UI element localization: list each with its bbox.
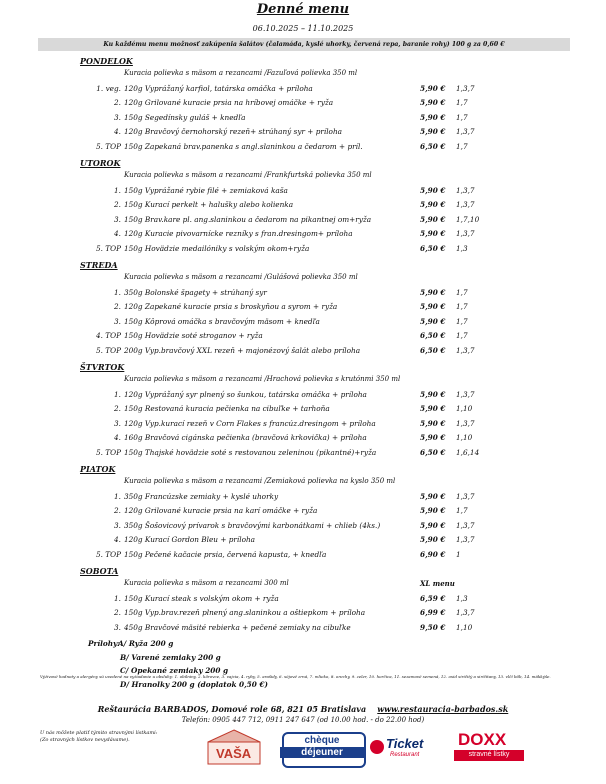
- item-price: 6,90 €: [420, 549, 446, 559]
- restaurant-name: Reštaurácia BARBADOS,: [97, 704, 209, 714]
- item-allergens: 1,3,7: [456, 186, 475, 195]
- soup-line: Kuracia polievka s mäsom a rezancami /Gulášová polievka 350 ml: [124, 273, 358, 281]
- menu-item: [0, 302, 606, 316]
- item-allergens: 1,7: [456, 302, 468, 312]
- item-number: 5. TOP: [95, 141, 121, 151]
- menu-item: [0, 390, 606, 404]
- page-title: Denné menu: [256, 2, 350, 17]
- item-dish: 150g Zapekaná brav.panenka s angl.slaninkou a čedarom + príl.: [124, 141, 363, 151]
- dejeuner-text: déjeuner: [280, 747, 364, 758]
- footer-phones: Telefón: 0905 447 712, 0911 247 647 (od 10.00 hod. - do 22.00 hod): [181, 716, 425, 724]
- cheque-dejeuner-logo: [280, 728, 364, 768]
- menu-item: [0, 623, 606, 637]
- item-price: 9,50 €: [420, 622, 446, 632]
- soup-line: Kuracia polievka s mäsom a rezancami 300 ml: [124, 579, 289, 587]
- item-number: 2.: [114, 98, 121, 108]
- ticket-text: Ticket: [386, 736, 424, 751]
- item-dish: 150g Pečené kačacie prsia, červená kapusta, + knedľa: [124, 549, 327, 559]
- item-number: 4.: [114, 535, 121, 545]
- item-dish: 120g Bravčový černohorský rezeň+ strúhaný syr + príloha: [124, 127, 342, 137]
- menu-item: [0, 186, 606, 200]
- day-heading: SOBOTA: [80, 566, 119, 576]
- item-dish: 350g Francúzske zemiaky + kyslé uhorky: [124, 492, 279, 501]
- item-number: 5. TOP: [95, 345, 121, 355]
- item-number: 5. TOP: [95, 243, 121, 253]
- restaurant-address: Domové role 68, 821 05 Bratislava: [211, 704, 367, 714]
- item-allergens: 1,3,7: [456, 492, 475, 501]
- addons-label: Prílohy:: [88, 639, 120, 649]
- addon-item: A/ Ryža 200 g: [118, 639, 174, 649]
- item-allergens: 1,3: [456, 243, 468, 253]
- menu-item: [0, 506, 606, 520]
- restaurant-text: Restaurant: [390, 752, 420, 758]
- item-allergens: 1,10: [456, 404, 473, 414]
- soup-line: Kuracia polievka s mäsom a rezancami /Fazuľová polievka 350 ml: [124, 69, 358, 77]
- addon-item: D/ Hranolky 200 g (doplatok 0,50 €): [120, 679, 268, 689]
- item-number: 3.: [114, 214, 121, 224]
- ticket-restaurant-logo: [366, 728, 448, 768]
- menu-item: [0, 229, 606, 243]
- item-number: 3.: [114, 622, 121, 632]
- item-dish: 150g Kurací steak s volským okom + ryža: [124, 594, 279, 603]
- doxx-logo: [452, 728, 526, 768]
- menu-item: [0, 200, 606, 214]
- item-price: 5,90 €: [420, 535, 446, 545]
- item-allergens: 1,7,10: [456, 214, 480, 224]
- item-price: 6,99 €: [420, 608, 446, 618]
- item-allergens: 1,7: [456, 98, 468, 108]
- voucher-note: U nás môžete platiť týmito stravnými lístkami: (Zo stravných lístkov nevydávame).: [40, 730, 158, 743]
- menu-item: [0, 492, 606, 506]
- item-number: 1.: [114, 594, 121, 603]
- item-allergens: 1,3,7: [456, 127, 475, 137]
- item-dish: 150g Brav.kare pl. ang.slaninkou a čedarom na pikantnej om+ryža: [124, 214, 372, 224]
- item-number: 2.: [114, 506, 121, 516]
- menu-item: [0, 215, 606, 229]
- menu-item: [0, 404, 606, 418]
- menu-item: [0, 346, 606, 360]
- item-number: 1.: [114, 390, 121, 399]
- item-dish: 120g Grilované kuracie prsia na hríbovej omáčke + ryža: [124, 98, 334, 108]
- vasa-logo: [190, 728, 278, 768]
- website-link[interactable]: www.restauracia-barbados.sk: [377, 704, 509, 714]
- menu-item: [0, 142, 606, 156]
- item-allergens: 1,7: [456, 141, 468, 151]
- item-number: 4.: [114, 433, 121, 443]
- soup-line: Kuracia polievka s mäsom a rezancami /Zemiaková polievka na kyslo 350 ml: [124, 477, 396, 485]
- item-price: 5,90 €: [420, 390, 446, 399]
- menu-item: [0, 521, 606, 535]
- day-heading: UTOROK: [80, 158, 121, 168]
- item-allergens: 1,7: [456, 112, 468, 122]
- item-allergens: 1,3,7: [456, 200, 475, 210]
- item-dish: 350g Šošovicový prívarok s bravčovými karbonátkami + chlieb (4ks.): [124, 520, 381, 530]
- item-dish: 150g Kurací perkelt + halušky alebo kolienka: [124, 200, 294, 210]
- item-allergens: 1,10: [456, 622, 473, 632]
- item-price: 5,90 €: [420, 433, 446, 443]
- item-allergens: 1,3,7: [456, 608, 475, 618]
- item-dish: 350g Bolonské špagety + strúhaný syr: [124, 288, 267, 297]
- item-number: 2.: [114, 608, 121, 618]
- item-price: 5,90 €: [420, 418, 446, 428]
- item-number: 2.: [114, 404, 121, 414]
- item-number: 1.: [114, 492, 121, 501]
- item-price: 6,50 €: [420, 345, 446, 355]
- soup-line: Kuracia polievka s mäsom a rezancami /Frankfurtská polievka 350 ml: [124, 171, 372, 179]
- item-dish: 120g Zapekané kuracie prsia s broskyňou a syrom + ryža: [124, 302, 338, 312]
- day-heading: ŠTVRTOK: [80, 362, 125, 372]
- menu-item: [0, 608, 606, 622]
- item-price: 6,50 €: [420, 243, 446, 253]
- item-price: 5,90 €: [420, 84, 446, 93]
- item-number: 4.: [114, 229, 121, 239]
- day-heading: PIATOK: [80, 464, 116, 474]
- item-dish: 120g Kurací Gordon Bleu + príloha: [124, 535, 256, 545]
- item-price: 5,90 €: [420, 112, 446, 122]
- cheque-text: chèque: [304, 735, 340, 746]
- menu-item: [0, 113, 606, 127]
- menu-item: [0, 127, 606, 141]
- doxx-sub-text: stravné lístky: [468, 751, 510, 758]
- item-allergens: 1,3: [456, 594, 468, 603]
- item-number: 1.: [114, 186, 121, 195]
- item-number: 1. veg.: [96, 84, 121, 93]
- item-price: 6,50 €: [420, 331, 446, 341]
- item-price: 5,90 €: [420, 229, 446, 239]
- vasa-logo-text: VAŠA: [216, 746, 252, 761]
- item-number: 5. TOP: [95, 549, 121, 559]
- item-number: 2.: [114, 200, 121, 210]
- item-allergens: 1,3,7: [456, 535, 475, 545]
- menu-item: [0, 594, 606, 608]
- item-allergens: 1,3,7: [456, 84, 475, 93]
- addon-item: B/ Varené zemiaky 200 g: [120, 652, 221, 662]
- item-allergens: 1,3,7: [456, 390, 475, 399]
- item-price: 5,90 €: [420, 200, 446, 210]
- item-price: 5,90 €: [420, 492, 446, 501]
- item-allergens: 1,10: [456, 433, 473, 443]
- item-dish: 150g Vyprážané rybie filé + zemiaková kaša: [124, 186, 288, 195]
- day-heading: PONDELOK: [80, 56, 133, 66]
- item-price: 5,90 €: [420, 404, 446, 414]
- menu-item: [0, 288, 606, 302]
- item-dish: 150g Hovädzie soté stroganov + ryža: [124, 331, 263, 341]
- item-price: 5,90 €: [420, 127, 446, 137]
- item-allergens: 1,7: [456, 288, 468, 297]
- item-price: 5,90 €: [420, 302, 446, 312]
- item-allergens: 1,3,7: [456, 520, 475, 530]
- item-price: 6,50 €: [420, 447, 446, 457]
- item-price: 5,90 €: [420, 98, 446, 108]
- item-price: 5,90 €: [420, 288, 446, 297]
- item-number: 3.: [114, 316, 121, 326]
- menu-item: [0, 84, 606, 98]
- item-dish: 120g Kuracie pivovarnícke rezníky s fran.dresingom+ príloha: [124, 229, 353, 239]
- item-dish: 150g Kôprová omáčka s bravčovým mäsom + knedľa: [124, 316, 320, 326]
- item-dish: 120g Vyprážaný karfiol, tatárska omáčka + príloha: [124, 84, 313, 93]
- item-dish: 150g Segedínsky guláš + knedľa: [124, 112, 246, 122]
- item-number: 4. TOP: [95, 331, 121, 341]
- item-price: 6,59 €: [420, 594, 446, 603]
- menu-item: [0, 448, 606, 462]
- allergen-note: Výživové hodnoty a alergény sú uvedené na vyžiadanie u obsluhy: 1. obilniny, 2. kôrovce, 3. vajcia, 4. ryby, 5. arašidy, 6. sójové zrná, 7. mlieko, 8. orechy, 9. zeler, 10. horčica, 11. sezamové semená, 12. oxid siričitý a siričitany, 13. vlčí bôb, 14. mäkkýše.: [40, 674, 551, 679]
- menu-item: [0, 433, 606, 447]
- item-allergens: 1: [456, 549, 461, 559]
- item-allergens: 1,7: [456, 316, 468, 326]
- item-number: 1.: [114, 288, 121, 297]
- addon-item: C/ Opekané zemiaky 200 g: [120, 666, 229, 676]
- item-dish: 150g Vyp.brav.rezeň plnený ang.slaninkou a oštiepkom + príloha: [124, 608, 366, 618]
- item-price: 5,90 €: [420, 520, 446, 530]
- item-dish: 120g Vyp.kurací rezeň v Corn Flakes s francúz.dresingom + príloha: [124, 418, 376, 428]
- item-dish: 450g Bravčové mäsité rebierka + pečené zemiaky na cibuľke: [124, 622, 351, 632]
- footer-address: [0, 704, 606, 714]
- salad-banner: Ku každému menu možnosť zakúpenia šalátov (čalamáda, kyslé uhorky, červená repa, baranie rohy) 100 g za 0,60 €: [38, 38, 570, 51]
- menu-item: [0, 535, 606, 549]
- day-heading: STREDA: [80, 260, 118, 270]
- item-dish: 120g Vyprážaný syr plnený so šunkou, tatárska omáčka + príloha: [124, 390, 367, 399]
- item-dish: 150g Restovaná kuracia pečienka na cibuľke + tarhoňa: [124, 404, 330, 414]
- item-allergens: 1,7: [456, 331, 468, 341]
- item-dish: 120g Grilované kuracie prsia na karí omáčke + ryža: [124, 506, 318, 516]
- menu-item: [0, 244, 606, 258]
- item-dish: 160g Bravčová cigánska pečienka (bravčová krkovička) + príloha: [124, 433, 367, 443]
- menu-item: [0, 98, 606, 112]
- item-allergens: 1,3,7: [456, 418, 475, 428]
- menu-item: [0, 331, 606, 345]
- date-range: 06.10.2025 – 11.10.2025: [252, 24, 354, 33]
- item-dish: 200g Vyp.bravčový XXL rezeň + majonézový šalát alebo príloha: [124, 345, 361, 355]
- item-allergens: 1,7: [456, 506, 468, 516]
- soup-line: Kuracia polievka s mäsom a rezancami /Hrachová polievka s krutónmi 350 ml: [124, 375, 401, 383]
- item-number: 3.: [114, 418, 121, 428]
- item-number: 5. TOP: [95, 447, 121, 457]
- doxx-text: DOXX: [458, 730, 507, 749]
- menu-item: [0, 419, 606, 433]
- item-number: 4.: [114, 127, 121, 137]
- item-number: 3.: [114, 112, 121, 122]
- menu-item: [0, 550, 606, 564]
- item-price: 5,90 €: [420, 506, 446, 516]
- item-number: 3.: [114, 520, 121, 530]
- item-number: 2.: [114, 302, 121, 312]
- item-dish: 150g Hovädzie medailóniky s volským okom+ryža: [124, 243, 310, 253]
- item-allergens: 1,3,7: [456, 229, 475, 239]
- xl-menu-label: XL menu: [420, 579, 455, 588]
- item-allergens: 1,6,14: [456, 447, 480, 457]
- item-price: 6,50 €: [420, 141, 446, 151]
- item-price: 5,90 €: [420, 214, 446, 224]
- item-price: 5,90 €: [420, 316, 446, 326]
- menu-item: [0, 317, 606, 331]
- item-dish: 150g Thajské hovädzie soté s restovanou zeleninou (pikantné)+ryža: [124, 447, 377, 457]
- item-price: 5,90 €: [420, 186, 446, 195]
- item-allergens: 1,3,7: [456, 345, 475, 355]
